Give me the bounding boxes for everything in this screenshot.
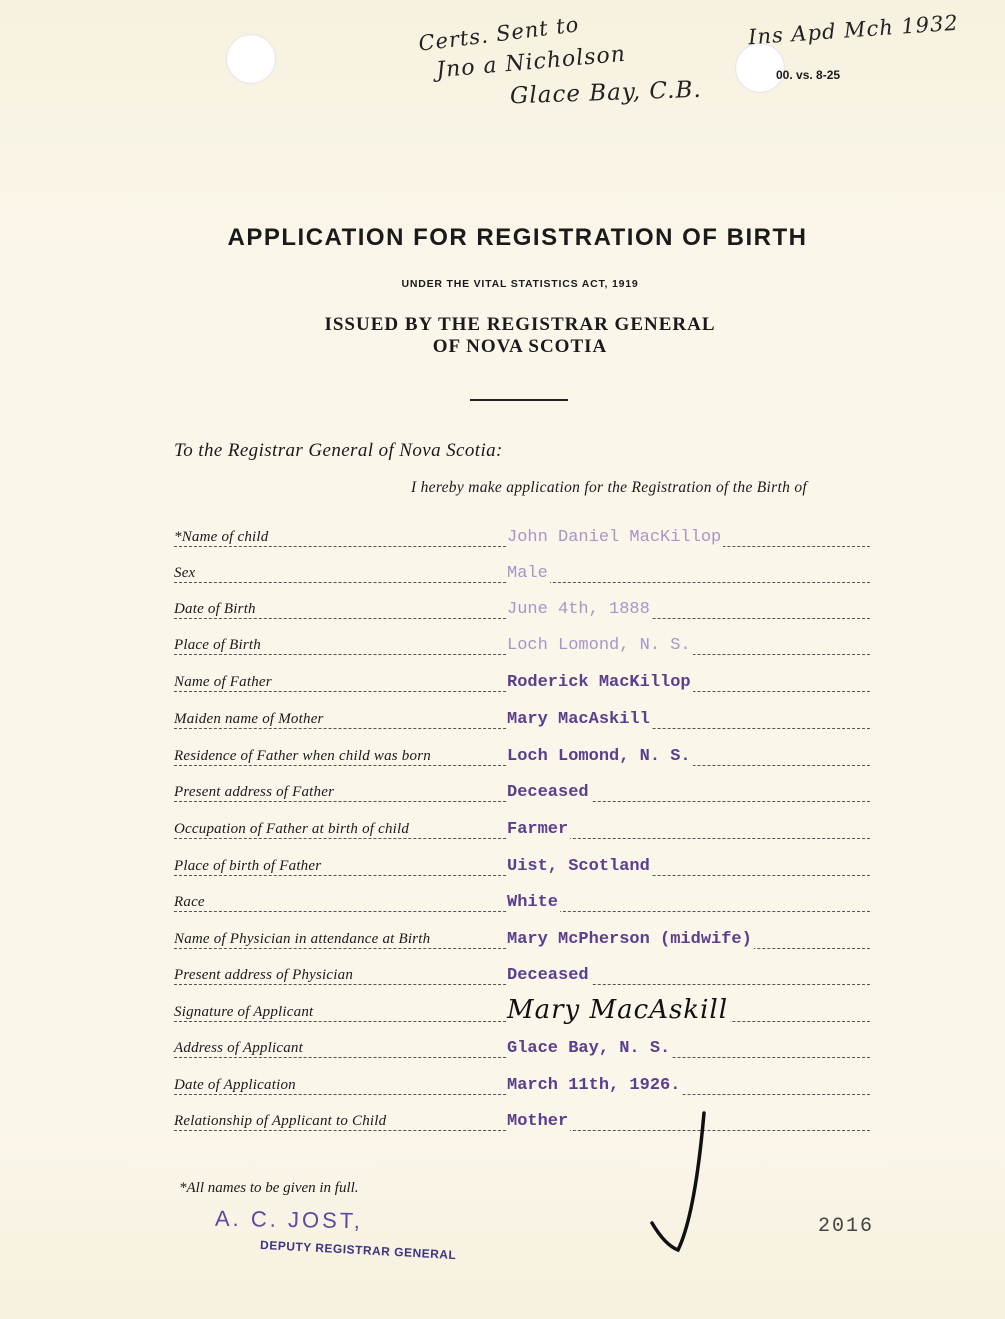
field-label: Name of Father <box>174 674 272 690</box>
field-value: White <box>507 893 559 912</box>
field-value: John Daniel MacKillop <box>507 528 722 547</box>
field-date-of-birth <box>174 598 870 622</box>
intro-text: I hereby make application for the Registration of the Birth of <box>411 479 807 496</box>
registration-number: 2016 <box>818 1215 875 1238</box>
field-value: Deceased <box>507 966 589 985</box>
field-label: Place of Birth <box>174 637 261 653</box>
field-value: Loch Lomond, N. S. <box>507 636 691 655</box>
field-race <box>174 891 870 915</box>
field-value: Roderick MacKillop <box>507 673 691 692</box>
divider <box>470 399 568 401</box>
registrar-stamp-title: DEPUTY REGISTRAR GENERAL <box>259 1237 457 1263</box>
field-present-address-of-father <box>174 781 870 805</box>
issuer-heading <box>0 314 1005 358</box>
applicant-signature: Mary MacAskill <box>507 995 729 1025</box>
field-value: Farmer <box>507 820 569 839</box>
field-value: March 11th, 1926. <box>507 1076 681 1095</box>
field-address-of-applicant <box>174 1037 870 1061</box>
handwritten-note-line3: Glace Bay, C.B. <box>509 76 703 110</box>
field-signature-of-applicant <box>174 995 870 1025</box>
field-label: Maiden name of Mother <box>174 711 324 727</box>
handwritten-note-line1: Certs. Sent to <box>417 12 581 56</box>
field-occupation-of-father <box>174 818 870 842</box>
field-label: Place of birth of Father <box>174 858 322 874</box>
field-value: Uist, Scotland <box>507 857 650 876</box>
field-place-of-birth-of-father <box>174 855 870 879</box>
field-label: Address of Applicant <box>174 1040 303 1056</box>
field-sex <box>174 562 870 586</box>
field-label: Present address of Father <box>174 784 335 800</box>
field-label: Occupation of Father at birth of child <box>174 821 410 837</box>
field-value: Mary MacAskill <box>507 710 650 729</box>
issuer-line2: OF NOVA SCOTIA <box>432 336 608 357</box>
field-value: Glace Bay, N. S. <box>507 1039 671 1058</box>
form-code: 00. vs. 8-25 <box>776 68 841 82</box>
field-value: Mother <box>507 1112 569 1131</box>
punch-hole-left <box>226 34 276 84</box>
checkmark-icon <box>640 1105 720 1255</box>
field-residence-of-father <box>174 745 870 769</box>
registrar-stamp-name: A. C. JOST, <box>214 1205 364 1234</box>
field-label: Name of Physician in attendance at Birth <box>174 931 431 947</box>
field-label: *Name of child <box>174 529 269 545</box>
field-name-of-child <box>174 526 870 550</box>
page-title: APPLICATION FOR REGISTRATION OF BIRTH <box>227 224 808 251</box>
field-relationship-to-child <box>174 1110 870 1134</box>
field-label: Race <box>174 894 205 910</box>
field-value: June 4th, 1888 <box>507 600 650 619</box>
field-label: Sex <box>174 565 196 581</box>
field-value: Loch Lomond, N. S. <box>507 747 691 766</box>
field-label: Relationship of Applicant to Child <box>174 1113 387 1129</box>
field-value: Male <box>507 564 548 583</box>
field-label: Date of Birth <box>174 601 256 617</box>
field-present-address-of-physician <box>174 964 870 988</box>
field-value: Mary McPherson (midwife) <box>507 930 752 949</box>
act-subtitle: UNDER THE VITAL STATISTICS ACT, 1919 <box>401 278 639 290</box>
field-label: Date of Application <box>174 1077 296 1093</box>
field-maiden-name-of-mother <box>174 708 870 732</box>
field-label: Residence of Father when child was born <box>174 748 431 764</box>
field-label: Present address of Physician <box>174 967 354 983</box>
handwritten-top-right-note: Ins Apd Mch 1932 <box>747 10 960 50</box>
field-value: Deceased <box>507 783 589 802</box>
issuer-line1: ISSUED BY THE REGISTRAR GENERAL <box>324 314 716 335</box>
field-date-of-application <box>174 1074 870 1098</box>
footnote: *All names to be given in full. <box>179 1180 359 1196</box>
salutation: To the Registrar General of Nova Scotia: <box>174 440 503 461</box>
field-physician-in-attendance <box>174 928 870 952</box>
handwritten-note-line2: Jno a Nicholson <box>435 41 627 84</box>
field-label: Signature of Applicant <box>174 1004 314 1020</box>
field-name-of-father <box>174 671 870 695</box>
field-place-of-birth <box>174 634 870 658</box>
